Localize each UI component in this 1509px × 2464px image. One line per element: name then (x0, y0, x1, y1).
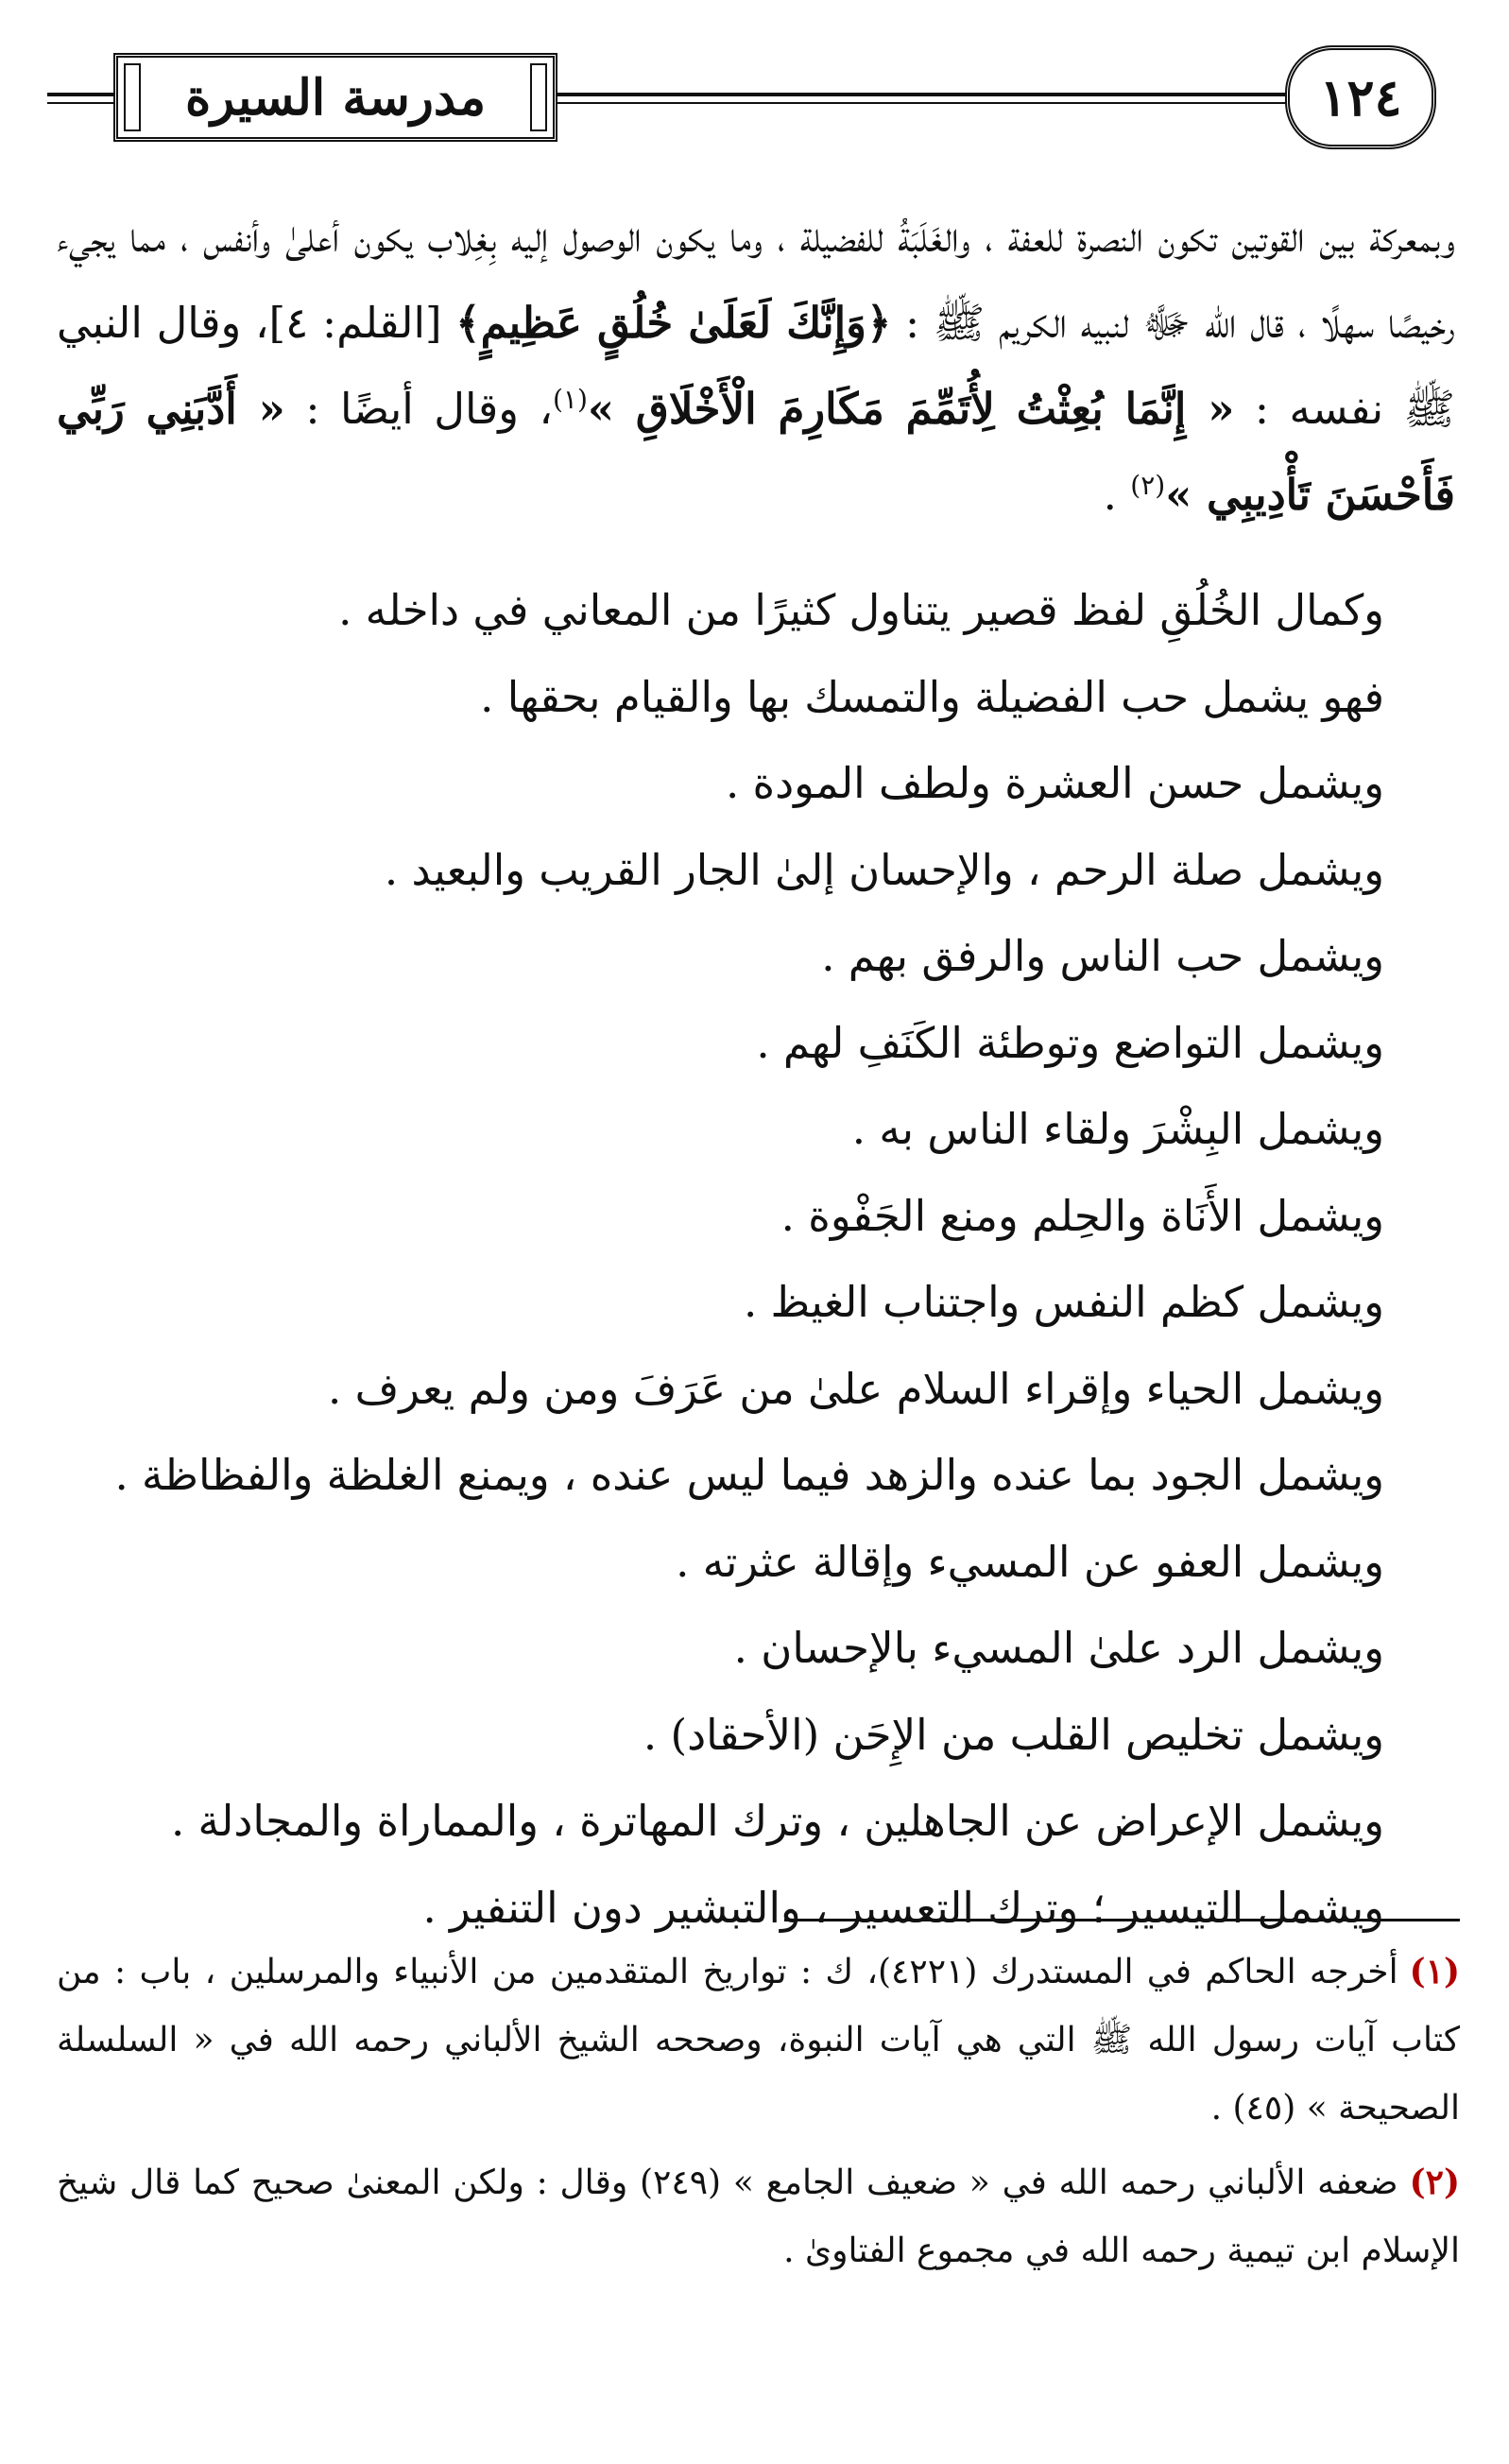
list-item: ويشمل صلة الرحم ، والإحسان إلىٰ الجار القريب والبعيد . (384, 844, 1384, 895)
footnote-1-text: أخرجه الحاكم في المستدرك (٤٢٢١)، ك : تواريخ المتقدمين من الأنبياء والمرسلين ، باب : من كتاب آيات رسول الله ﷺ التي هي آيات النبوة، وصححه الشيخ الألباني رحمه الله في « السلسلة الصحيحة » (٤٥) . (57, 1953, 1460, 2128)
intro-text-2: [القلم: ٤]، وقال النبي ﷺ نفسه : (57, 298, 1455, 434)
list-item: ويشمل الجود بما عنده والزهد فيما ليس عنده ، ويمنع الغلظة والفظاظة . (114, 1450, 1384, 1500)
footnotes (57, 1938, 1460, 2291)
book-title: مدرسة السيرة (113, 53, 557, 142)
list-item: ويشمل الأَنَاة والحِلم ومنع الجَفْوة . (780, 1190, 1384, 1241)
list-item: ويشمل العفو عن المسيء وإقالة عثرته . (676, 1536, 1384, 1587)
list-item: فهو يشمل حب الفضيلة والتمسك بها والقيام بحقها . (480, 671, 1384, 722)
intro-text-4: . (1103, 470, 1131, 520)
footnote-1-mark: (١) (1409, 1952, 1461, 1991)
intro-paragraph (57, 194, 1455, 538)
list-item: ويشمل التواضع وتوطئة الكَنَفِ لهم . (756, 1017, 1384, 1068)
list-item: ويشمل البِشْرَ ولقاء الناس به . (851, 1104, 1384, 1154)
header-rule-middle (539, 93, 1332, 96)
list-item: ويشمل الحياء وإقراء السلام علىٰ من عَرَفَ ومن ولم يعرف . (328, 1363, 1384, 1414)
footnote-1 (57, 1938, 1460, 2143)
footnote-separator (784, 1919, 1460, 1921)
list-item: ويشمل التيسير ؛ وترك التعسير ، والتبشير دون التنفير . (422, 1882, 1384, 1933)
list-item: ويشمل الإعراض عن الجاهلين ، وترك المهاترة ، والمماراة والمجادلة . (170, 1796, 1384, 1846)
hadith-1: « إِنَّمَا بُعِثْتُ لِأُتَمِّمَ مَكَارِمَ الْأَخْلَاقِ » (587, 384, 1235, 434)
header-rule-middle-thin (539, 102, 1332, 104)
list-item: ويشمل كظم النفس واجتناب الغيظ . (743, 1277, 1384, 1327)
footnote-2-mark: (٢) (1409, 2162, 1460, 2202)
list-item: ويشمل حب الناس والرفق بهم . (821, 931, 1384, 981)
page-number: ١٢٤ (1285, 45, 1436, 149)
footnote-2-text: ضعفه الألباني رحمه الله في « ضعيف الجامع » (٢٤٩) وقال : ولكن المعنىٰ صحيح كما قال شيخ الإسلام ابن تيمية رحمه الله في مجموع الفتاوىٰ . (57, 2163, 1460, 2270)
list-item: ويشمل حسن العشرة ولطف المودة . (725, 758, 1384, 808)
intro-text-1: وبمعركة بين القوتين تكون النصرة للعفة ، والغَلَبَةُ للفضيلة ، وما يكون الوصول إليه بِغِلاب يكون أعلىٰ وأنفس ، مما يجيء رخيصًا سهلًا ، قال الله ﷻ لنبيه الكريم ﷺ : (57, 212, 1456, 348)
page-header (47, 45, 1465, 149)
header-rule-left-thin (47, 102, 123, 104)
quran-ayah: ﴿وَإِنَّكَ لَعَلَىٰ خُلُقٍ عَظِيمٍ﴾ (455, 298, 892, 348)
footnote-2 (57, 2148, 1460, 2285)
list-item: وكمال الخُلُقِ لفظ قصير يتناول كثيرًا من المعاني في داخله . (338, 585, 1384, 635)
footnote-ref-1: (١) (552, 384, 588, 415)
header-rule-left (47, 93, 123, 96)
footnote-ref-2: (٢) (1130, 470, 1166, 501)
traits-list (57, 567, 1384, 1951)
hadith-2: « أَدَّبَنِي رَبِّي فَأَحْسَنَ تَأْدِيبِي » (57, 384, 1455, 520)
list-item: ويشمل الرد علىٰ المسيء بالإحسان . (733, 1623, 1384, 1673)
list-item: ويشمل تخليص القلب من الإِحَن (الأحقاد) . (643, 1709, 1384, 1760)
intro-text-3: ، وقال أيضًا : (284, 384, 553, 434)
